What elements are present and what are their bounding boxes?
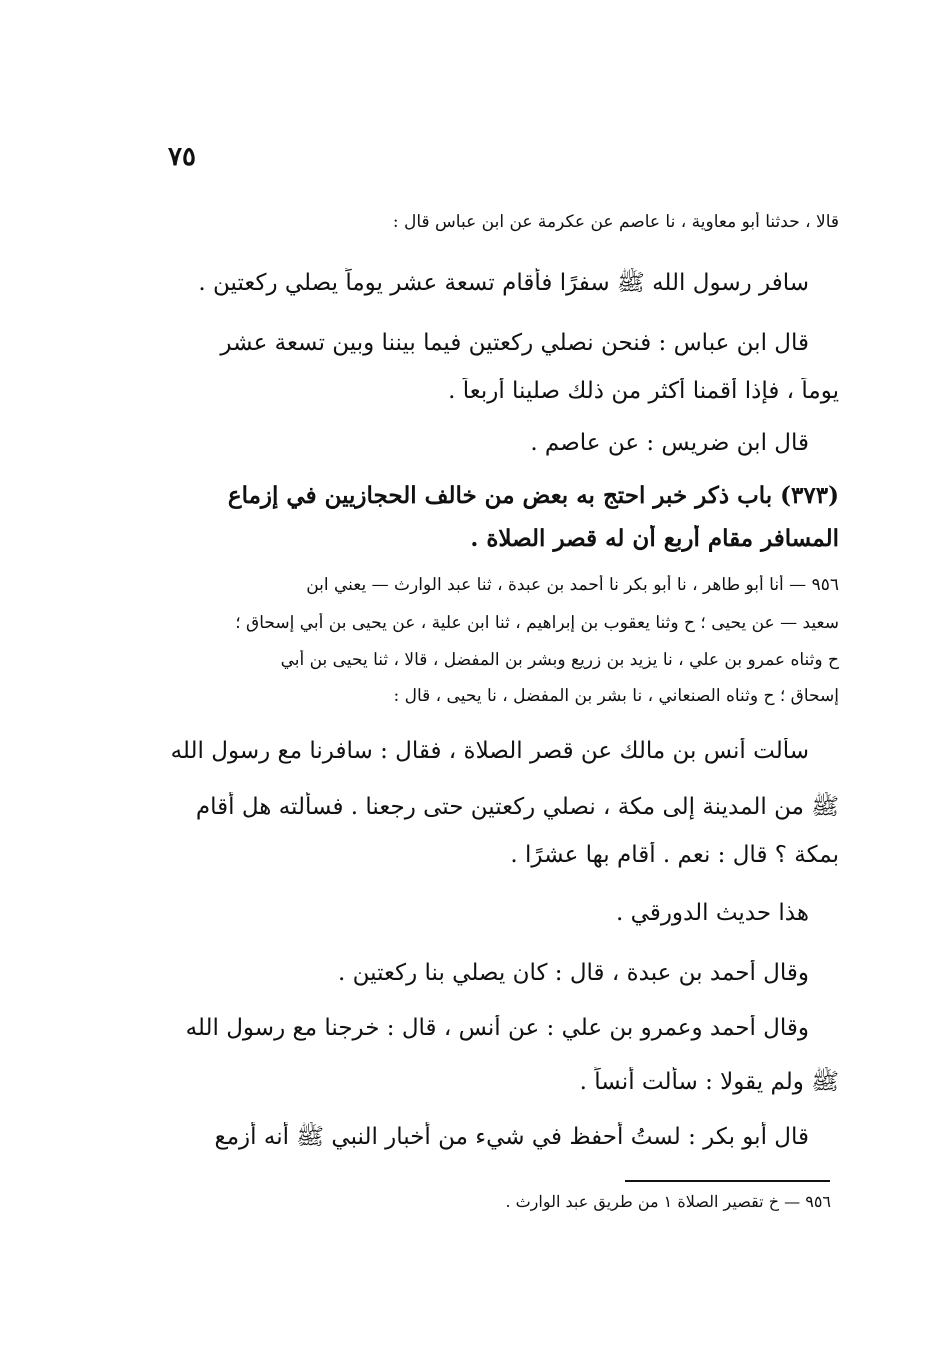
chapter-heading-line: (٣٧٣) باب ذكر خبر احتج به بعض من خالف الحجازيين في إزماع <box>227 482 839 509</box>
text-line: وقال أحمد وعمرو بن علي : عن أنس ، قال : خرجنا مع رسول الله <box>185 1015 809 1041</box>
text-line: بمكة ؟ قال : نعم . أقام بها عشرًا . <box>510 842 839 868</box>
page-number: ٧٥ <box>168 142 196 172</box>
text-line: ﷺ من المدينة إلى مكة ، نصلي ركعتين حتى رجعنا . فسألته هل أقام <box>195 794 839 820</box>
text-line: وقال أحمد بن عبدة ، قال : كان يصلي بنا ركعتين . <box>338 960 809 986</box>
footnote-divider <box>625 1180 830 1182</box>
isnad-line: قالا ، حدثنا أبو معاوية ، نا عاصم عن عكرمة عن ابن عباس قال : <box>392 212 839 232</box>
isnad-line: ٩٥٦ — أنا أبو طاهر ، نا أبو بكر نا أحمد بن عبدة ، ثنا عبد الوارث — يعني ابن <box>306 575 839 595</box>
text-line: هذا حديث الدورقي . <box>616 900 809 926</box>
text-line: قال ابن عباس : فنحن نصلي ركعتين فيما بيننا وبين تسعة عشر <box>220 330 809 356</box>
text-line: قال أبو بكر : لستُ أحفظ في شيء من أخبار النبي ﷺ أنه أزمع <box>214 1124 809 1150</box>
isnad-line: إسحاق ؛ ح وثناه الصنعاني ، نا بشر بن المفضل ، نا يحيى ، قال : <box>393 686 839 706</box>
footnote: ٩٥٦ — خ تقصير الصلاة ١ من طريق عبد الوارث . <box>505 1192 831 1211</box>
chapter-heading-line: المسافر مقام أربع أن له قصر الصلاة . <box>470 525 839 552</box>
text-line: ﷺ ولم يقولا : سألت أنساً . <box>579 1069 839 1095</box>
isnad-line: ح وثناه عمرو بن علي ، نا يزيد بن زريع وبشر بن المفضل ، قالا ، ثنا يحيى بن أبي <box>280 650 839 670</box>
text-line: قال ابن ضريس : عن عاصم . <box>530 430 809 456</box>
isnad-line: سعيد — عن يحيى ؛ ح وثنا يعقوب بن إبراهيم ، ثنا ابن علية ، عن يحيى بن أبي إسحاق ؛ <box>235 613 839 633</box>
text-line: يوماً ، فإذا أقمنا أكثر من ذلك صلينا أربعاً . <box>448 378 839 404</box>
text-line: سافر رسول الله ﷺ سفرًا فأقام تسعة عشر يوماً يصلي ركعتين . <box>198 270 809 296</box>
text-line: سألت أنس بن مالك عن قصر الصلاة ، فقال : سافرنا مع رسول الله <box>170 738 809 764</box>
